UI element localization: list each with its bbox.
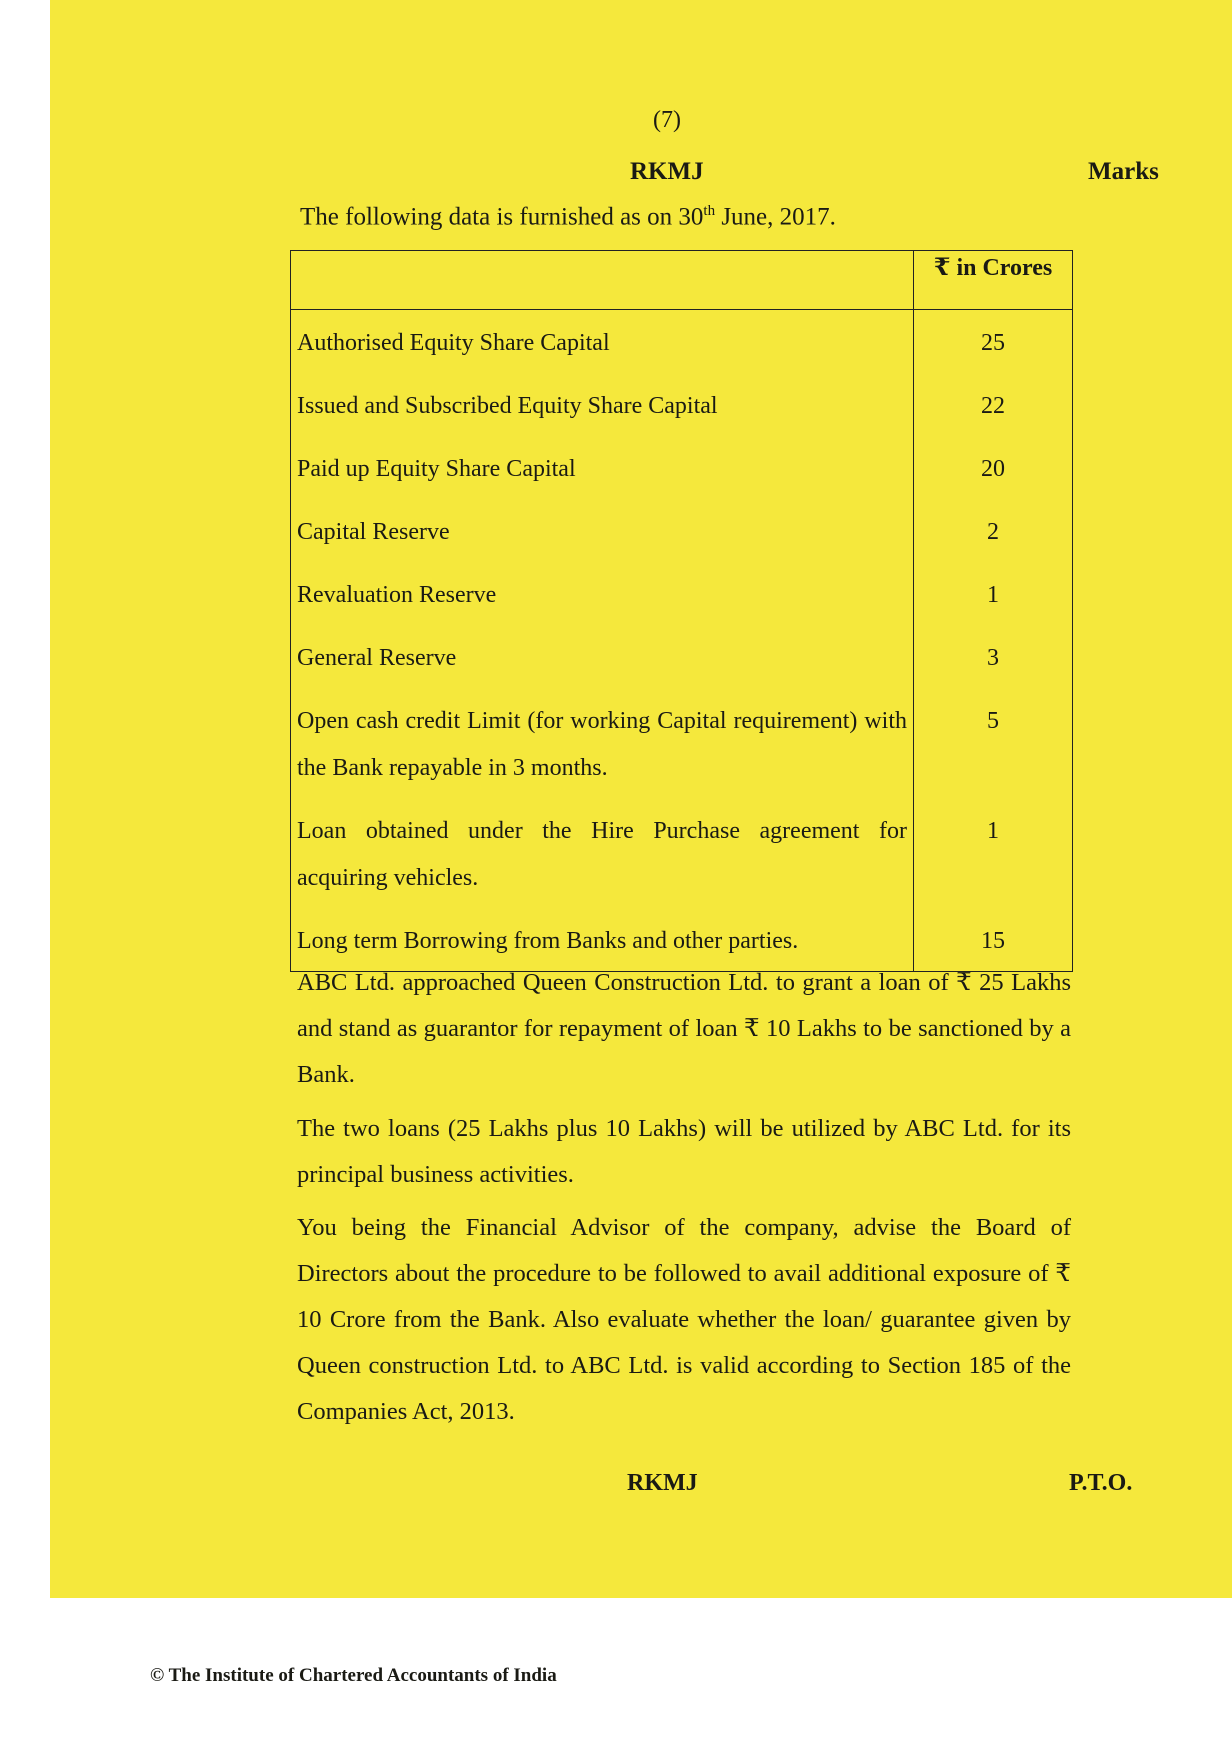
pto-label: P.T.O.: [1069, 1470, 1133, 1496]
row-label: Capital Reserve: [291, 499, 914, 562]
row-label: Revaluation Reserve: [291, 562, 914, 625]
table-header-row: [291, 251, 1073, 310]
intro-text: The following data is furnished as on 30th June, 2017.: [300, 203, 836, 231]
row-value: 1: [914, 562, 1073, 625]
table-row: [291, 310, 1073, 374]
table-row: [291, 688, 1073, 798]
copyright-notice: © The Institute of Chartered Accountants of India: [150, 1665, 557, 1686]
row-label: Open cash credit Limit (for working Capital requirement) with the Bank repayable in 3 months.: [291, 688, 914, 798]
row-label: Issued and Subscribed Equity Share Capital: [291, 373, 914, 436]
paragraph-loan-request: ABC Ltd. approached Queen Construction Ltd. to grant a loan of ₹ 25 Lakhs and stand as guarantor for repayment of loan ₹ 10 Lakhs to be sanctioned by a Bank.: [297, 969, 1071, 1088]
row-value: 22: [914, 373, 1073, 436]
table-row: [291, 625, 1073, 688]
marks-heading: Marks: [1088, 158, 1159, 185]
row-label: Authorised Equity Share Capital: [291, 310, 914, 374]
row-value: 2: [914, 499, 1073, 562]
paragraph-loan-usage: The two loans (25 Lakhs plus 10 Lakhs) will be utilized by ABC Ltd. for its principal business activities.: [297, 1115, 1071, 1188]
row-label: Loan obtained under the Hire Purchase agreement for acquiring vehicles.: [291, 798, 914, 908]
amount-unit-header: ₹ in Crores: [914, 251, 1073, 310]
row-label: Paid up Equity Share Capital: [291, 436, 914, 499]
row-value: 3: [914, 625, 1073, 688]
row-value: 1: [914, 798, 1073, 908]
financial-data-table: [290, 250, 1073, 972]
row-value: 25: [914, 310, 1073, 374]
table-row: [291, 499, 1073, 562]
row-value: 20: [914, 436, 1073, 499]
table-row: [291, 436, 1073, 499]
paragraph-question: You being the Financial Advisor of the company, advise the Board of Directors about the procedure to be followed to avail additional exposure of ₹ 10 Crore from the Bank. Also evaluate whether the loan/ guarantee given by Queen construction Ltd. to ABC Ltd. is valid according to Section 185 of the Companies Act, 2013.: [297, 1214, 1071, 1425]
table-row: [291, 562, 1073, 625]
table-row: [291, 798, 1073, 908]
page-number: (7): [653, 107, 681, 133]
particulars-header: [291, 251, 914, 310]
paper-code-header: RKMJ: [630, 158, 704, 185]
row-label: Long term Borrowing from Banks and other parties.: [291, 908, 914, 972]
row-value: 15: [914, 908, 1073, 972]
row-label: General Reserve: [291, 625, 914, 688]
row-value: 5: [914, 688, 1073, 798]
paper-code-footer: RKMJ: [627, 1470, 698, 1496]
table-row: [291, 373, 1073, 436]
